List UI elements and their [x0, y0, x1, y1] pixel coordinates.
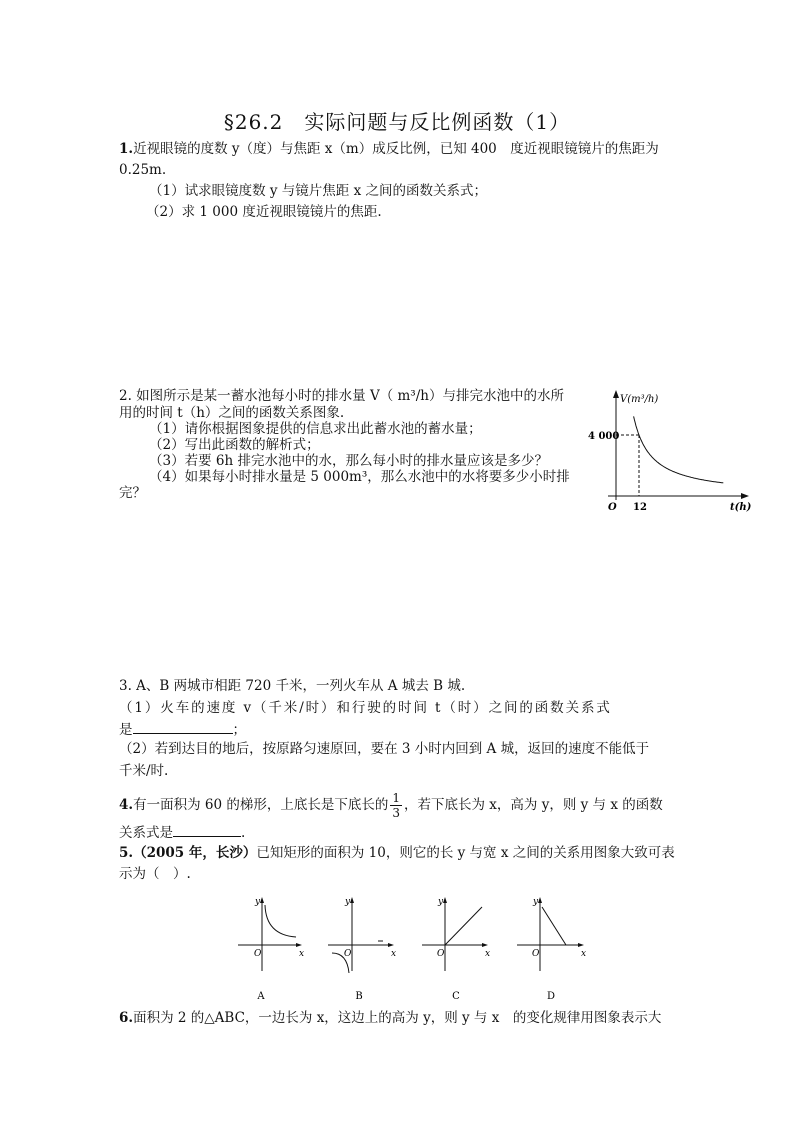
q5-option-a-letter[interactable]: A — [257, 991, 265, 1002]
q4-answer-blank[interactable] — [173, 822, 241, 837]
q3-sub2-line2: 千米/时. — [119, 763, 169, 779]
q5-option-a-graph — [238, 897, 304, 971]
q2-sub1: （1）请你根据图象提供的信息求出此蓄水池的蓄水量； — [149, 421, 482, 437]
q2-graph-y-arrow — [613, 390, 619, 398]
q2-graph-x-tick: 12 — [633, 502, 647, 513]
q1-stem-line2: 0.25m. — [119, 162, 167, 178]
q4-line1 — [119, 788, 663, 822]
q5-c-y-label: y — [438, 897, 444, 907]
q5-options-graphs — [230, 893, 680, 1005]
q2-graph-y-tick: 4 000 — [588, 431, 620, 442]
q6-line1 — [119, 1008, 661, 1028]
q4-line2-suffix: . — [241, 825, 246, 841]
page-title: §26.2 实际问题与反比例函数（1） — [223, 110, 571, 134]
q2-sub3: （3）若要 6h 排完水池中的水，那么每小时的排水量应该是多少？ — [149, 453, 548, 469]
q3-stem: 3. A、B 两城市相距 720 千米，一列火车从 A 城去 B 城. — [119, 678, 466, 694]
q5-line1 — [119, 843, 675, 863]
q5-a-origin: O — [254, 949, 262, 959]
q4-fraction — [390, 791, 402, 820]
q5-option-b-graph — [328, 897, 396, 973]
q5-d-x-label: x — [581, 949, 587, 959]
q5-text-line2: 示为（ ）. — [119, 866, 191, 882]
q2-sub4-cont: 完？ — [119, 485, 146, 501]
q5-option-c-letter[interactable]: C — [452, 991, 460, 1002]
q1-stem-line1 — [119, 139, 659, 159]
q5-d-y-label: y — [533, 897, 539, 907]
q6-number: 6. — [119, 1010, 134, 1026]
q4-frac-den: 3 — [392, 806, 400, 820]
q5-b-x-label: x — [391, 949, 397, 959]
q2-graph-x-label: t(h) — [730, 502, 752, 513]
q5-option-b-letter[interactable]: B — [355, 991, 363, 1002]
q5-option-c-graph — [422, 897, 490, 971]
q4-line2 — [119, 822, 245, 843]
q2-graph-origin: O — [608, 502, 617, 513]
q3-sub1-prefix: 是 — [119, 722, 133, 738]
q5-option-d-graph — [517, 897, 586, 971]
q5-d-origin: O — [532, 949, 540, 959]
q5-a-curve — [265, 905, 296, 937]
q1-number: 1. — [119, 141, 134, 157]
q4-text-before: 有一面积为 60 的梯形，上底长是下底长的 — [133, 797, 389, 813]
q3-sub1-line1: （1）火车的速度 v（千米/时）和行驶的时间 t（时）之间的函数关系式 — [119, 700, 612, 716]
q1-stem-text: 近视眼镜的度数 y（度）与焦距 x（m）成反比例，已知 400 度近视眼镜镜片的焦距为 — [133, 141, 659, 157]
q1-sub2: （2）求 1 000 度近视眼镜镜片的焦距. — [146, 204, 382, 220]
q2-graph-y-label: V(m³/h) — [620, 394, 659, 405]
q3-sub2-line1: （2）若到达目的地后，按原路匀速原回，要在 3 小时内回到 A 城，返回的速度不能低于 — [119, 741, 650, 757]
q2-stem-line2: 用的时间 t（h）之间的函数关系图象. — [119, 405, 345, 421]
q2-graph — [586, 388, 756, 518]
q2-graph-x-arrow — [741, 493, 749, 499]
q4-text-after: ，若下底长为 x，高为 y，则 y 与 x 的函数 — [404, 797, 663, 813]
q5-option-d-letter[interactable]: D — [546, 991, 556, 1002]
q2-graph-curve — [634, 416, 724, 483]
q4-number: 4. — [119, 797, 134, 813]
q5-b-origin: O — [344, 949, 352, 959]
q5-a-x-label: x — [299, 949, 305, 959]
q5-b-y-label: y — [345, 897, 351, 907]
q3-answer-blank-1[interactable] — [133, 719, 233, 734]
q5-a-y-label: y — [255, 897, 261, 907]
q5-d-line — [542, 907, 566, 945]
q2-stem-line1: 2. 如图所示是某一蓄水池每小时的排水量 V（ m³/h）与排完水池中的水所 — [119, 388, 564, 404]
q3-sub1-suffix: ； — [232, 722, 246, 738]
q2-sub2: （2）写出此函数的解析式； — [149, 437, 320, 453]
q2-sub4: （4）如果每小时排水量是 5 000m³，那么水池中的水将要多少小时排 — [149, 469, 570, 485]
q5-source: （2005 年，长沙） — [133, 845, 257, 861]
q5-c-x-label: x — [485, 949, 491, 959]
q5-c-line — [445, 907, 482, 945]
q4-frac-num: 1 — [392, 791, 400, 805]
q6-text: 面积为 2 的△ABC，一边长为 x，这边上的高为 y，则 y 与 x 的变化规律用图象表示大 — [133, 1010, 662, 1026]
q5-number: 5. — [119, 845, 134, 861]
q4-line2-prefix: 关系式是 — [119, 825, 173, 841]
q5-text-line1: 已知矩形的面积为 10，则它的长 y 与宽 x 之间的关系用图象大致可表 — [256, 845, 675, 861]
q1-sub1: （1）试求眼镜度数 y 与镜片焦距 x 之间的函数关系式； — [149, 183, 487, 199]
q3-sub1-line2 — [119, 719, 246, 740]
q5-c-origin: O — [437, 949, 445, 959]
